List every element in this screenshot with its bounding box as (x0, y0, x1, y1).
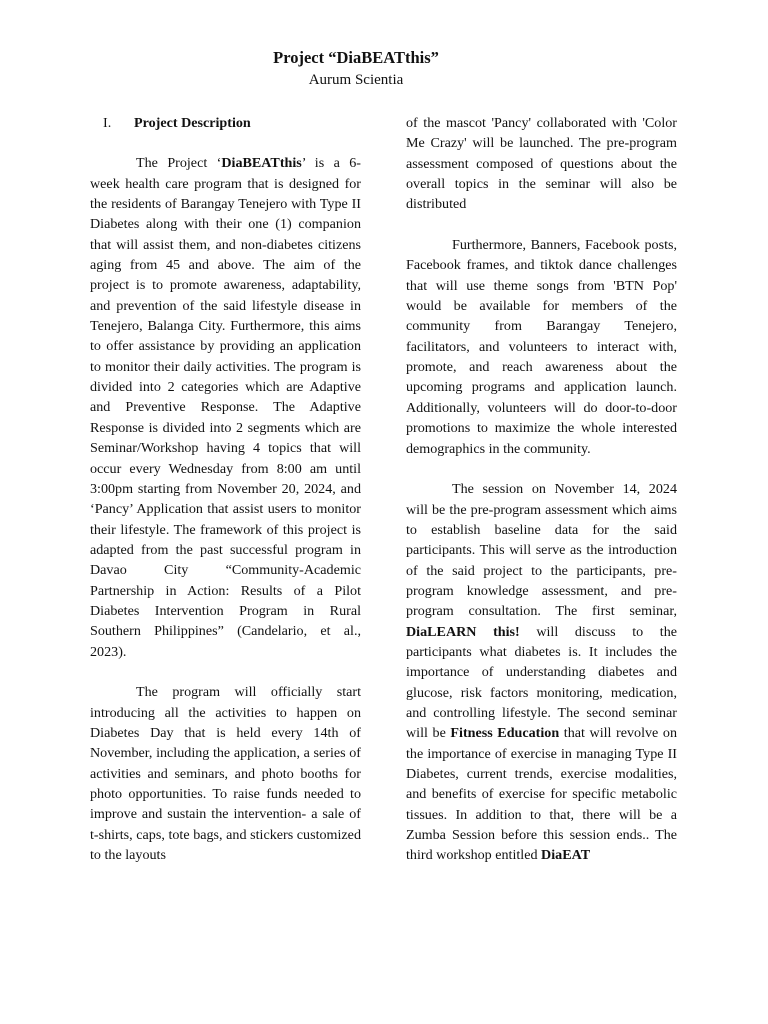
text-run: The session on November 14, 2024 will be the pre-program assessment which aims to establish baseline data for the said participants. This will serve as the introduction of the said project to the participants, pre-program knowledge assessment, and pre-program consultation. The first seminar, (406, 481, 677, 620)
seminar-name-bold: Fitness Education (450, 725, 560, 742)
document-title: Project “DiaBEATthis” (273, 48, 439, 67)
left-column (90, 113, 361, 886)
right-column (406, 113, 677, 886)
section-number: I. (103, 115, 112, 131)
text-run: that will revolve on the importance of exercise in managing Type II Diabetes, current trends, exercise modalities, and benefits of exercise for specific metabolic tissues. In addition to that, there will be a Zumba Session before this session ends.. The third workshop entitled (406, 725, 677, 864)
paragraph-mascot-continuation: of the mascot 'Pancy' collaborated with 'Color Me Crazy' will be launched. The pre-program assessment composed of questions about the overall topics in the seminar will also be distributed (406, 115, 677, 213)
seminar-name-bold: DiaLEARN this! (406, 623, 520, 640)
paragraph-project-intro (90, 153, 361, 662)
section-title: Project Description (134, 115, 251, 131)
text-run: The Project ‘ (136, 155, 222, 172)
workshop-name-bold: DiaEAT (541, 847, 591, 864)
paragraph-sessions (406, 479, 677, 866)
text-run: will discuss to the participants what diabetes is. It includes the importance of understanding diabetes and glucose, risk factors monitoring, medication, and controlling lifestyle. The second seminar will be (406, 623, 677, 742)
project-name-bold: DiaBEATthis (221, 155, 302, 172)
paragraph-program-start: The program will officially start introducing all the activities to happen on Diabetes Day that is held every 14th of November, including the application, a series of activities and seminars, and photo booths for photo opportunities. To raise funds needed to improve and sustain the intervention- a sale of t-shirts, caps, tote bags, and stickers customized to the layouts (90, 684, 361, 864)
document-subtitle: Aurum Scientia (308, 72, 404, 88)
section-heading (90, 113, 361, 133)
paragraph-promotions: Furthermore, Banners, Facebook posts, Facebook frames, and tiktok dance challenges that will use theme songs from 'BTN Pop' would be available for members of the community from Barangay Tenejero, facilitators, and volunteers to interact with, promote, and reach awareness about the upcoming programs and application launch. Additionally, volunteers will do door-to-door promotions to maximize the whole interested demographics in the community. (406, 237, 677, 457)
text-run: ’ is a 6-week health care program that is designed for the residents of Barangay Tenejero with Type II Diabetes along with their one (1) companion that will assist them, and non-diabetes citizens aging from 45 and above. The aim of the project is to promote awareness, adaptability, and prevention of the said lifestyle disease in Tenejero, Balanga City. Furthermore, this aims to offer assistance by providing an application to monitor their daily activities. The program is divided into 2 categories which are Adaptive and Preventive Response. The Adaptive Response is divided into 2 segments which are Seminar/Workshop having 4 topics that will occur every Wednesday from 8:00 am until 3:00pm starting from November 20, 2024, and ‘Pancy’ Application that assist users to monitor their lifestyle. The framework of this project is adapted from the past successful program in Davao City “Community-Academic Partnership in Action: Results of a Pilot Diabetes Intervention Program in Rural Southern Philippines” (Candelario, et al., 2023). (90, 155, 361, 660)
